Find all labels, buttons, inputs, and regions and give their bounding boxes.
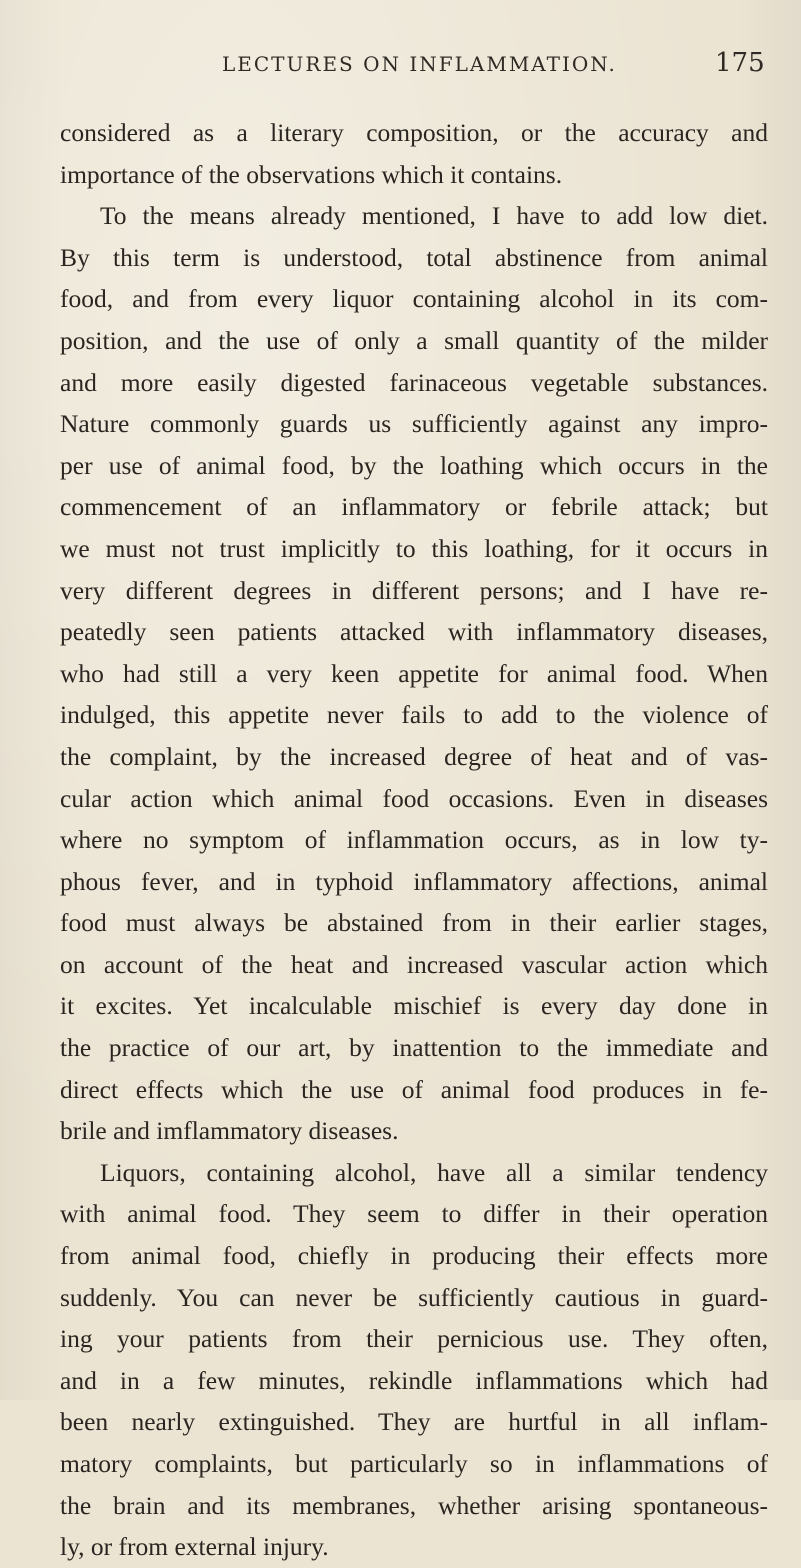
text-line: matory complaints, but particularly so in inflammations of: [60, 1449, 768, 1478]
text-line: the brain and its membranes, whether arising spontaneous-: [60, 1490, 768, 1520]
text-line: food, and from every liquor containing alcohol in its com-: [60, 284, 768, 314]
text-line: and more easily digested farinaceous vegetable substances.: [60, 367, 768, 397]
text-line: Nature commonly guards us sufficiently against any impro-: [60, 409, 768, 439]
text-line: with animal food. They seem to differ in their operation: [60, 1199, 768, 1229]
text-line: To the means already mentioned, I have to add low diet.: [100, 201, 768, 231]
text-line: we must not trust implicitly to this loathing, for it occurs in: [60, 533, 768, 563]
text-line: peatedly seen patients attacked with inflammatory diseases,: [60, 617, 768, 647]
text-line: brile and imflammatory diseases.: [60, 1116, 399, 1146]
text-line: the practice of our art, by inattention to the immediate and: [60, 1033, 768, 1063]
page-number: 175: [715, 48, 765, 78]
text-line: direct effects which the use of animal food produces in fe-: [60, 1074, 768, 1104]
text-line: indulged, this appetite never fails to add to the violence of: [60, 700, 768, 730]
text-line: phous fever, and in typhoid inflammatory affections, animal: [60, 866, 768, 896]
text-line: per use of animal food, by the loathing which occurs in the: [60, 450, 768, 480]
paragraph-2: [60, 195, 768, 1152]
text-line: Liquors, containing alcohol, have all a similar tendency: [100, 1157, 768, 1187]
text-line: importance of the observations which it contains.: [60, 159, 563, 189]
running-title: LECTURES ON INFLAMMATION.: [222, 52, 617, 76]
text-line: By this term is understood, total abstinence from animal: [60, 242, 768, 272]
text-line: ing your patients from their pernicious use. They often,: [60, 1324, 768, 1354]
text-line: been nearly extinguished. They are hurtful in all inflam-: [60, 1407, 768, 1437]
text-line: who had still a very keen appetite for animal food. When: [60, 658, 768, 688]
text-line: where no symptom of inflammation occurs, as in low ty-: [60, 825, 768, 855]
text-line: ly, or from external injury.: [60, 1532, 329, 1562]
text-line: cular action which animal food occasions. Even in diseases: [60, 783, 768, 813]
text-line: food must always be abstained from in their earlier stages,: [60, 908, 768, 938]
paragraph-1: [60, 112, 768, 195]
text-line: very different degrees in different persons; and I have re-: [60, 575, 768, 605]
running-head: [0, 44, 801, 84]
text-line: on account of the heat and increased vascular action which: [60, 949, 768, 979]
text-line: suddenly. You can never be sufficiently cautious in guard-: [60, 1282, 768, 1312]
text-line: commencement of an inflammatory or febrile attack; but: [60, 492, 768, 522]
text-line: and in a few minutes, rekindle inflammations which had: [60, 1365, 768, 1395]
text-line: from animal food, chiefly in producing their effects more: [60, 1241, 768, 1271]
text-line: considered as a literary composition, or the accuracy and: [60, 118, 768, 147]
text-line: the complaint, by the increased degree of heat and of vas-: [60, 741, 768, 771]
text-line: position, and the use of only a small quantity of the milder: [60, 325, 768, 355]
body-text: [60, 112, 768, 1568]
paragraph-3: [60, 1152, 768, 1568]
text-line: it excites. Yet incalculable mischief is every day done in: [60, 991, 768, 1021]
